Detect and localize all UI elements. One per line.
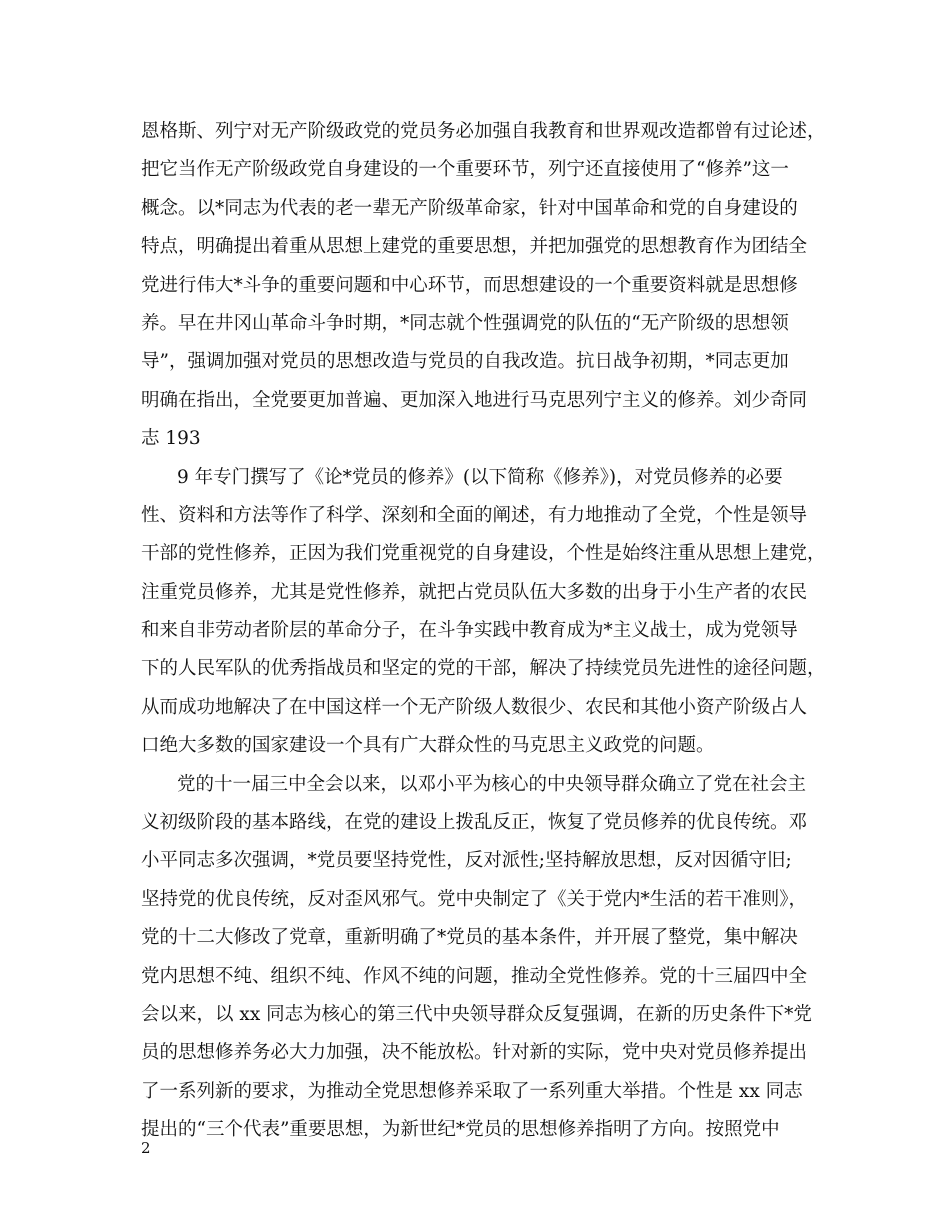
- text-line: 下的人民军队的优秀指战员和坚定的党的干部，解决了持续党员先进性的途径问题，: [141, 658, 826, 680]
- page-number: 2: [141, 1139, 151, 1157]
- text-line: 明确在指出，全党要更加普遍、更加深入地进行马克思列宁主义的修养。刘少奇同: [141, 389, 808, 411]
- text-line: 特点，明确提出着重从思想上建党的重要思想，并把加强党的思想教育作为团结全: [141, 236, 808, 258]
- text-line: 养。早在井冈山革命斗争时期，*同志就个性强调党的队伍的“无产阶级的思想领: [141, 312, 789, 334]
- text-line: 口绝大多数的国家建设一个具有广大群众性的马克思主义政党的问题。: [141, 735, 715, 757]
- text-line: 党进行伟大*斗争的重要问题和中心环节，而思想建设的一个重要资料就是思想修: [141, 274, 798, 296]
- text-line: 党的十二大修改了党章，重新明确了*党员的基本条件，并开展了整党，集中解决: [141, 927, 798, 949]
- text-line: 把它当作无产阶级政党自身建设的一个重要环节，列宁还直接使用了“修养”这一: [141, 159, 789, 181]
- text-line: 员的思想修养务必大力加强，决不能放松。针对新的实际，党中央对党员修养提出: [141, 1042, 808, 1064]
- text-line: 性、资料和方法等作了科学、深刻和全面的阐述，有力地推动了全党，个性是领导: [141, 504, 808, 526]
- text-line: 从而成功地解决了在中国这样一个无产阶级人数很少、农民和其他小资产阶级占人: [141, 696, 808, 718]
- text-line: 注重党员修养，尤其是党性修养，就把占党员队伍大多数的出身于小生产者的农民: [141, 581, 808, 603]
- text-line: 坚持党的优良传统，反对歪风邪气。党中央制定了《关于党内*生活的若干准则》，: [141, 888, 808, 910]
- text-line: 9 年专门撰写了《论*党员的修养》(以下简称《修养》)，对党员修养的必要: [177, 466, 783, 488]
- text-line: 提出的“三个代表”重要思想，为新世纪*党员的思想修养指明了方向。按照党中: [141, 1119, 780, 1141]
- body-text: [141, 113, 826, 1150]
- text-line: 恩格斯、列宁对无产阶级政党的党员务必加强自我教育和世界观改造都曾有过论述，: [141, 121, 826, 142]
- text-line: 和来自非劳动者阶层的革命分子，在斗争实践中教育成为*主义战士，成为党领导: [141, 620, 798, 642]
- text-line: 干部的党性修养，正因为我们党重视党的自身建设，个性是始终注重从思想上建党，: [141, 543, 826, 565]
- text-line: 概念。以*同志为代表的老一辈无产阶级革命家，针对中国革命和党的自身建设的: [141, 197, 798, 219]
- text-line: 会以来，以 xx 同志为核心的第三代中央领导群众反复强调，在新的历史条件下*党: [141, 1003, 812, 1025]
- text-line: 志 193: [141, 428, 201, 450]
- text-line: 导”，强调加强对党员的思想改造与党员的自我改造。抗日战争初期，*同志更加: [141, 351, 789, 373]
- text-line: 了一系列新的要求，为推动全党思想修养采取了一系列重大举措。个性是 xx 同志: [141, 1080, 803, 1102]
- text-line: 小平同志多次强调，*党员要坚持党性，反对派性;坚持解放思想，反对因循守旧;: [141, 850, 792, 872]
- text-line: 党内思想不纯、组织不纯、作风不纯的问题，推动全党性修养。党的十三届四中全: [141, 965, 808, 987]
- text-line: 义初级阶段的基本路线，在党的建设上拨乱反正，恢复了党员修养的优良传统。邓: [141, 812, 808, 834]
- text-line: 党的十一届三中全会以来，以邓小平为核心的中央领导群众确立了党在社会主: [177, 773, 807, 795]
